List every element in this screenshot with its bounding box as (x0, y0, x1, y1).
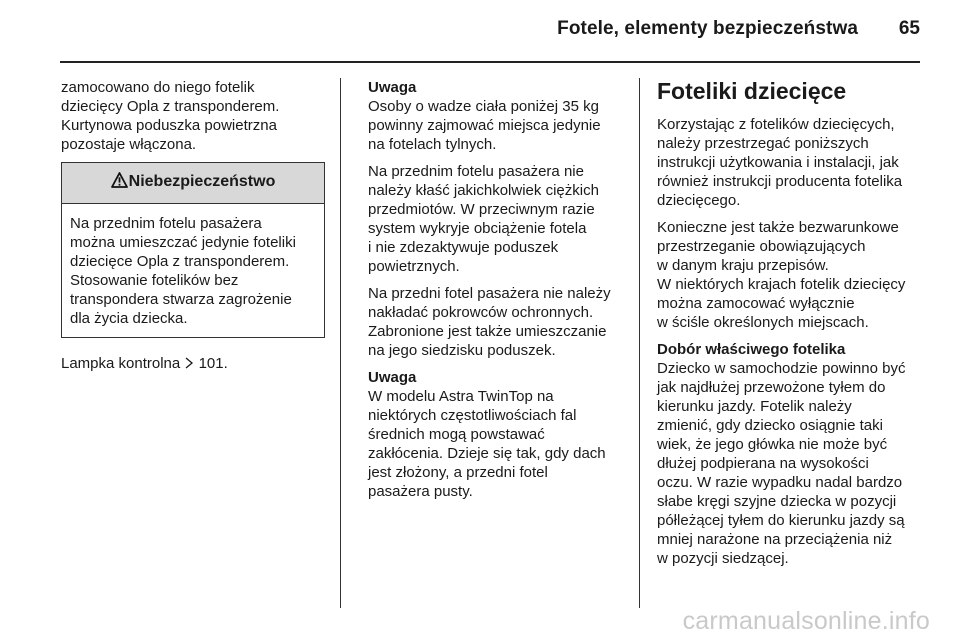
text-line: Kurtynowa poduszka powietrzna (61, 117, 277, 134)
text-line: należy przestrzegać poniższych (657, 135, 869, 152)
text-line: Osoby o wadze ciała poniżej 35 kg (368, 98, 599, 115)
text-line: Na przednim fotelu pasażera (70, 215, 262, 232)
text-line: Na przednim fotelu pasażera nie (368, 163, 584, 180)
text-line: powietrznych. (368, 258, 460, 275)
text-line: należy kłaść jakichkolwiek ciężkich (368, 182, 599, 199)
column-left (61, 78, 326, 381)
text-line: półleżącej tyłem do kierunku jazdy są (657, 512, 905, 529)
column-divider-2 (639, 78, 640, 608)
note-paragraph (368, 162, 630, 276)
page-header (60, 0, 920, 63)
text-line: W modelu Astra TwinTop na (368, 388, 554, 405)
text-line: pozostaje włączona. (61, 136, 197, 153)
text-line: mniej narażone na przeciążenia niż (657, 531, 893, 548)
text-line: Zabronione jest także umieszczanie (368, 323, 607, 340)
text-line: wiek, że jego główka nie może być (657, 436, 888, 453)
column-middle (368, 78, 630, 509)
text-line: dziecięcy Opla z transponderem. (61, 98, 280, 115)
body-paragraph (657, 115, 925, 210)
indicator-reference (61, 354, 326, 373)
text-line: w danym kraju przepisów. (657, 257, 829, 274)
indicator-text: Lampka kontrolna (61, 355, 181, 372)
text-line: dłużej podpierana na wysokości (657, 455, 869, 472)
column-divider-1 (340, 78, 341, 608)
warning-title: Niebezpieczeństwo (128, 173, 276, 190)
text-line: można zamocować wyłącznie (657, 295, 855, 312)
watermark: carmanualsonline.info (682, 607, 930, 635)
text-line: Korzystając z fotelików dziecięcych, (657, 116, 895, 133)
text-line: Na przedni fotel pasażera nie należy (368, 285, 611, 302)
text-line: Konieczne jest także bezwarunkowe (657, 219, 899, 236)
subsection-title: Dobór właściwego fotelika (657, 341, 846, 358)
text-line: w pozycji siedzącej. (657, 550, 789, 567)
text-line: transpondera stwarza zagrożenie (70, 291, 292, 308)
text-line: i nie zdezaktywuje poduszek (368, 239, 559, 256)
note-paragraph (368, 387, 630, 501)
text-line: przedmiotów. W przeciwnym razie (368, 201, 595, 218)
text-line: przestrzeganie obowiązujących (657, 238, 866, 255)
text-line: zakłócenia. Dzieje się tak, gdy dach (368, 445, 606, 462)
text-line: zamocowano do niego fotelik (61, 79, 255, 96)
text-line: można umieszczać jedynie foteliki (70, 234, 296, 251)
text-line: na fotelach tylnych. (368, 136, 497, 153)
intro-paragraph (61, 78, 326, 154)
text-line: jest złożony, a przedni fotel (368, 464, 548, 481)
note-paragraph (368, 284, 630, 360)
text-line: również instrukcji producenta fotelika (657, 173, 903, 190)
text-line: na jego siedzisku poduszek. (368, 342, 556, 359)
warning-body (62, 204, 324, 337)
indicator-page-link[interactable]: 101. (198, 355, 228, 372)
text-line: w ściśle określonych miejscach. (657, 314, 869, 331)
body-paragraph (657, 359, 925, 568)
text-line: instrukcji użytkowania i instalacji, jak (657, 154, 899, 171)
text-line: dla życia dziecka. (70, 310, 188, 327)
column-right (657, 78, 925, 576)
note-paragraph (368, 97, 630, 154)
page-number: 65 (898, 18, 920, 39)
text-line: dziecięcego. (657, 192, 741, 209)
text-line: powinny zajmować miejsca jedynie (368, 117, 601, 134)
reference-arrow-icon[interactable] (184, 355, 198, 372)
text-line: oczu. W razie wypadku nadal bardzo (657, 474, 903, 491)
text-line: zmienić, gdy dziecko osiągnie taki (657, 417, 883, 434)
warning-header (62, 163, 324, 204)
text-line: słabe kręgi szyjne dziecka w pozycji (657, 493, 897, 510)
text-line: dziecięce Opla z transponderem. (70, 253, 290, 270)
text-line: Stosowanie fotelików bez (70, 272, 239, 289)
text-line: pasażera pusty. (368, 483, 473, 500)
text-line: Dziecko w samochodzie powinno być (657, 360, 906, 377)
text-line: system wykryje obciążenie fotela (368, 220, 587, 237)
text-line: jak najdłużej przewożone tyłem do (657, 379, 886, 396)
section-title: Foteliki dziecięce (657, 78, 847, 104)
warning-triangle-icon (111, 172, 128, 193)
danger-warning-box (61, 162, 325, 338)
note-label: Uwaga (368, 79, 417, 96)
text-line: niektórych częstotliwościach fal (368, 407, 577, 424)
body-paragraph (657, 218, 925, 332)
text-line: nakładać pokrowców ochronnych. (368, 304, 594, 321)
text-line: kierunku jazdy. Fotelik należy (657, 398, 852, 415)
text-line: W niektórych krajach fotelik dziecięcy (657, 276, 906, 293)
note-label: Uwaga (368, 369, 417, 386)
header-title: Fotele, elementy bezpieczeństwa (557, 18, 858, 39)
text-line: średnich mogą powstawać (368, 426, 545, 443)
